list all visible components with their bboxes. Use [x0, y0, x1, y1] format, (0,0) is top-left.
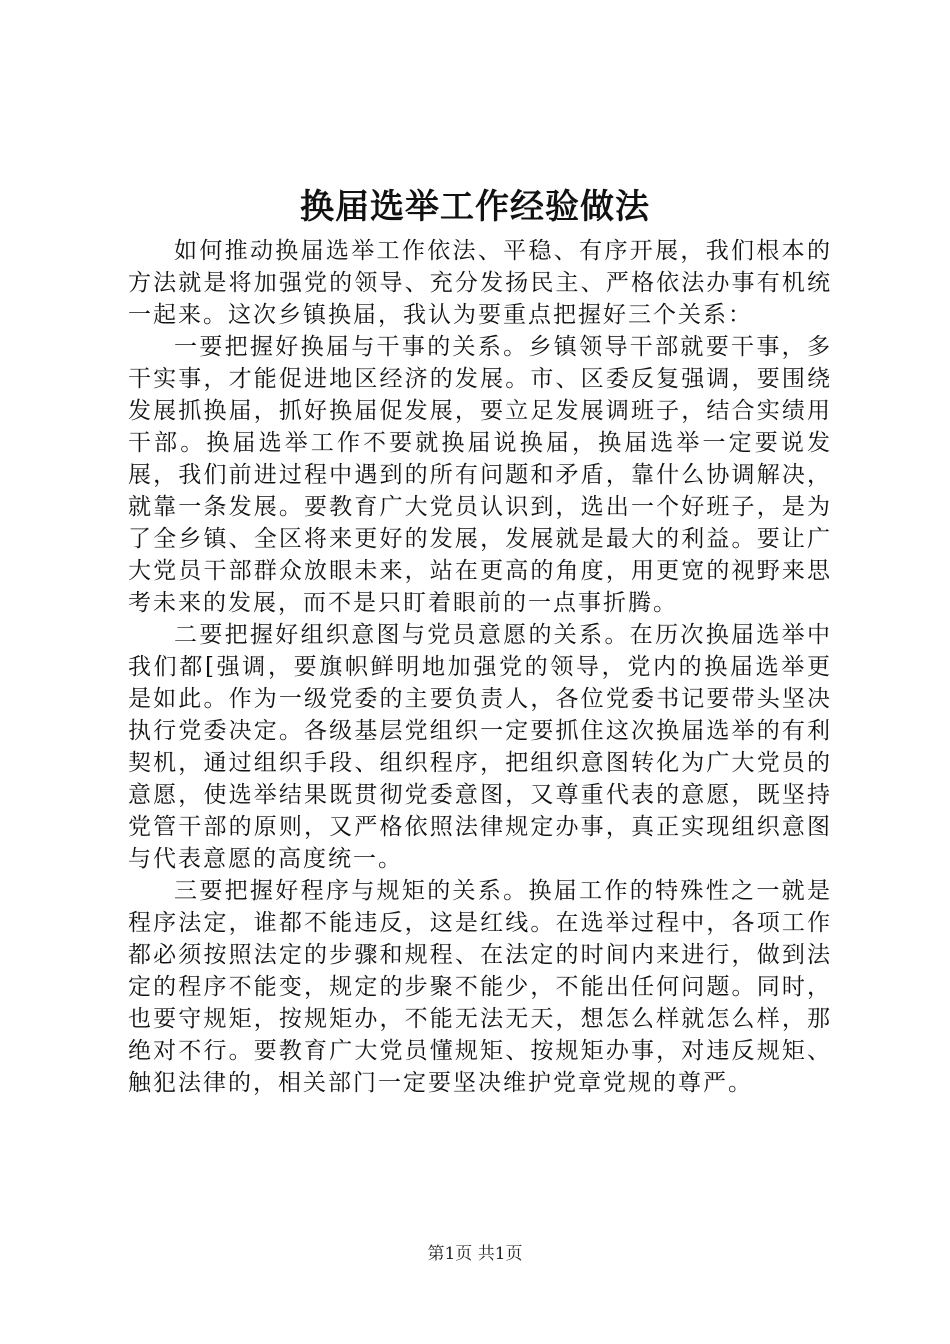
paragraph-intro: 如何推动换届选举工作依法、平稳、有序开展，我们根本的方法就是将加强党的领导、充分发扬民主、严格依法办事有机统一起来。这次乡镇换届，我认为要重点把握好三个关系： [128, 238, 832, 328]
paragraph-2: 二要把握好组织意图与党员意愿的关系。在历次换届选举中我们都[强调，要旗帜鲜明地加强党的领导，党内的换届选举更是如此。作为一级党委的主要负责人，各位党委书记要带头坚决执行党委决定。各级基层党组织一定要抓住这次换届选举的有利契机，通过组织手段、组织程序，把组织意图转化为广大党员的意愿，使选举结果既贯彻党委意图，又尊重代表的意愿，既坚持党管干部的原则，又严格依照法律规定办事，真正实现组织意图与代表意愿的高度统一。 [128, 622, 832, 872]
document-title: 换届选举工作经验做法 [300, 187, 650, 227]
paragraph-3: 三要把握好程序与规矩的关系。换届工作的特殊性之一就是程序法定，谁都不能违反，这是红线。在选举过程中，各项工作都必须按照法定的步骤和规程、在法定的时间内来进行，做到法定的程序不能变，规定的步聚不能少，不能出任何问题。同时，也要守规矩，按规矩办，不能无法无天，想怎么样就怎么样，那绝对不行。要教育广大党员懂规矩、按规矩办事，对违反规矩、触犯法律的，相关部门一定要坚决维护党章党规的尊严。 [128, 878, 832, 1096]
page-footer: 第1页 共1页 [427, 1244, 523, 1264]
paragraph-1: 一要把握好换届与干事的关系。乡镇领导干部就要干事，多干实事，才能促进地区经济的发展。市、区委反复强调，要围绕发展抓换届，抓好换届促发展，要立足发展调班子，结合实绩用干部。换届选举工作不要就换届说换届，换届选举一定要说发展，我们前进过程中遇到的所有问题和矛盾，靠什么协调解决，就靠一条发展。要教育广大党员认识到，选出一个好班子，是为了全乡镇、全区将来更好的发展，发展就是最大的利益。要让广大党员干部群众放眼未来，站在更高的角度，用更宽的视野来思考未来的发展，而不是只盯着眼前的一点事折腾。 [128, 334, 832, 616]
document-body [128, 235, 832, 1099]
